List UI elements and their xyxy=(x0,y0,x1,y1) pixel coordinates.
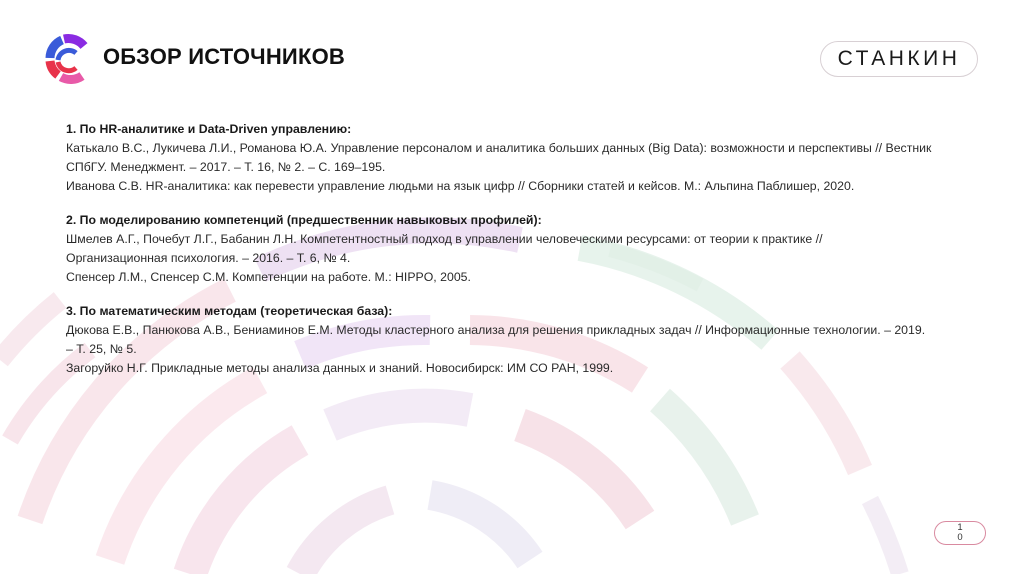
reference-line: Спенсер Л.М., Спенсер С.М. Компетенции на работе. М.: HIPPO, 2005. xyxy=(66,270,471,284)
brand-badge: СТАНКИН xyxy=(820,41,978,77)
reference-line: – Т. 25, № 5. xyxy=(66,342,137,356)
page-number-badge xyxy=(934,521,986,545)
stankin-logo-icon xyxy=(40,28,98,90)
reference-line: Катькало В.С., Лукичева Л.И., Романова Ю.А. Управление персоналом и аналитика больших данных (Big Data): возможности и перспективы // Вестник xyxy=(66,141,932,155)
page-title: ОБЗОР ИСТОЧНИКОВ xyxy=(103,44,345,69)
page-number-line: 1 xyxy=(957,522,963,533)
reference-section xyxy=(66,302,966,378)
bg-arc xyxy=(190,440,300,574)
bg-arc xyxy=(300,500,390,574)
bg-arc xyxy=(430,495,530,560)
section-heading: 3. По математическим методам (теоретическая база): xyxy=(66,304,393,318)
reference-line: Загоруйко Н.Г. Прикладные методы анализа данных и знаний. Новосибирск: ИМ СО РАН, 1999. xyxy=(66,361,614,375)
bg-arc xyxy=(660,400,745,520)
section-heading: 1. По HR-аналитике и Data-Driven управлению: xyxy=(66,122,352,136)
reference-section xyxy=(66,120,966,196)
reference-line: Организационная психология. – 2016. – Т. 6, № 4. xyxy=(66,251,351,265)
reference-line: Шмелев А.Г., Почебут Л.Г., Бабанин Л.Н. Компетентностный подход в управлении человеческими ресурсами: от теории к практике // xyxy=(66,232,823,246)
references-list xyxy=(66,120,966,393)
reference-section xyxy=(66,211,966,287)
page-number-line: 0 xyxy=(957,532,963,543)
reference-line: Иванова С.В. HR-аналитика: как перевести управление людьми на язык цифр // Сборники статей и кейсов. М.: Альпина Паблишер, 2020. xyxy=(66,179,855,193)
section-heading: 2. По моделированию компетенций (предшественник навыковых профилей): xyxy=(66,213,542,227)
bg-arc xyxy=(0,300,60,360)
reference-line: Дюкова Е.В., Панюкова А.В., Бениаминов Е.М. Методы кластерного анализа для решения прикладных задач // Информационные технологии. – 2019. xyxy=(66,323,926,337)
reference-line: СПбГУ. Менеджмент. – 2017. – Т. 16, № 2. – С. 169–195. xyxy=(66,160,386,174)
bg-arc xyxy=(520,425,640,520)
bg-arc xyxy=(330,406,470,425)
bg-arc xyxy=(870,500,900,574)
